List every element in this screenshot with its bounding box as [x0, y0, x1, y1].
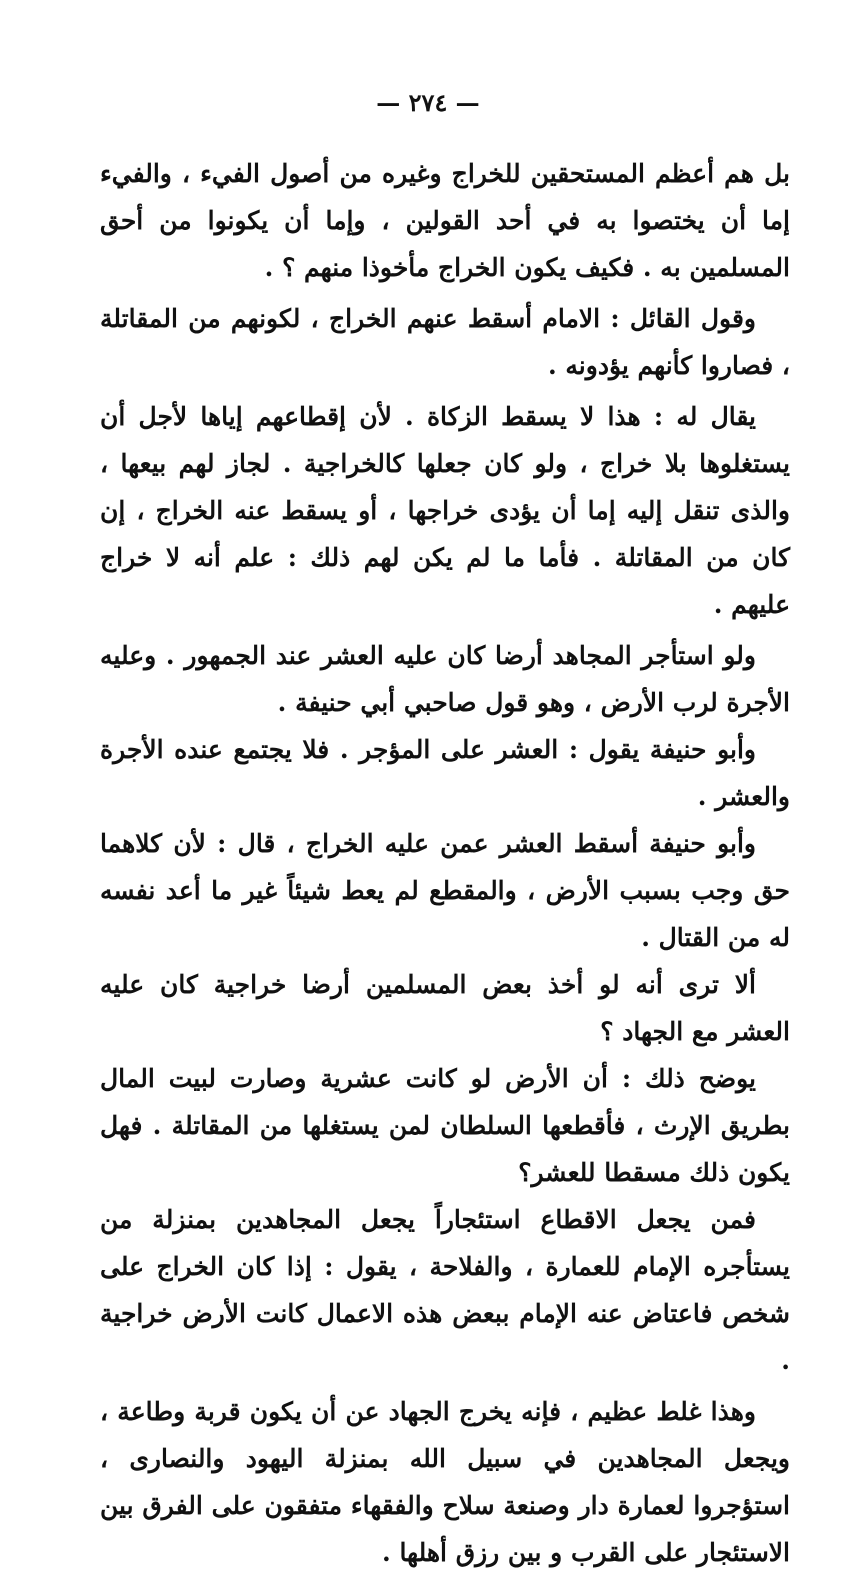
- paragraph: يقال له : هذا لا يسقط الزكاة . لأن إقطاعهم إياها لأجل أن يستغلوها بلا خراج ، ولو كان جعلها كالخراجية . لجاز لهم بيعها ، والذى تنقل إليه إما أن يؤدى خراجها ، أو يسقط عنه الخراج ، إن كان من المقاتلة . فأما ما لم يكن لهم ذلك : علم أنه لا خراج عليهم .: [100, 402, 790, 619]
- paragraph: بل هم أعظم المستحقين للخراج وغيره من أصول الفيء ، والفيء إما أن يختصوا به في أحد القولين ، وإما أن يكونوا من أحق المسلمين به . فكيف يكون الخراج مأخوذا منهم ؟ .: [100, 159, 790, 282]
- paragraph: ألا ترى أنه لو أخذ بعض المسلمين أرضا خراجية كان عليه العشر مع الجهاد ؟: [100, 970, 790, 1046]
- body-text: [100, 150, 790, 1576]
- paragraph: ولو استأجر المجاهد أرضا كان عليه العشر عند الجمهور . وعليه الأجرة لرب الأرض ، وهو قول صاحبي أبي حنيفة .: [100, 641, 790, 717]
- paragraph: وأبو حنيفة أسقط العشر عمن عليه الخراج ، قال : لأن كلاهما حق وجب بسبب الأرض ، والمقطع لم يعط شيئاً غير ما أعد نفسه له من القتال .: [100, 829, 790, 952]
- paragraph: وقول القائل : الامام أسقط عنهم الخراج ، لكونهم من المقاتلة ، فصاروا كأنهم يؤدونه .: [100, 304, 790, 380]
- paragraph: فمن يجعل الاقطاع استئجاراً يجعل المجاهدين بمنزلة من يستأجره الإمام للعمارة ، والفلاحة ، يقول : إذا كان الخراج على شخص فاعتاض عنه الإمام ببعض هذه الاعمال كانت الأرض خراجية .: [100, 1205, 790, 1375]
- paragraph: يوضح ذلك : أن الأرض لو كانت عشرية وصارت لبيت المال بطريق الإرث ، فأقطعها السلطان لمن يستغلها من المقاتلة . فهل يكون ذلك مسقطا للعشر؟: [100, 1064, 790, 1187]
- paragraph: وهذا غلط عظيم ، فإنه يخرج الجهاد عن أن يكون قربة وطاعة ، ويجعل المجاهدين في سبيل الله بمنزلة اليهود والنصارى ، استؤجروا لعمارة دار وصنعة سلاح والفقهاء متفقون على الفرق بين الاستئجار على القرب و بين رزق أهلها .: [100, 1397, 790, 1567]
- paragraph: وأبو حنيفة يقول : العشر على المؤجر . فلا يجتمع عنده الأجرة والعشر .: [100, 735, 790, 811]
- page-number: — ٢٧٤ —: [376, 88, 480, 117]
